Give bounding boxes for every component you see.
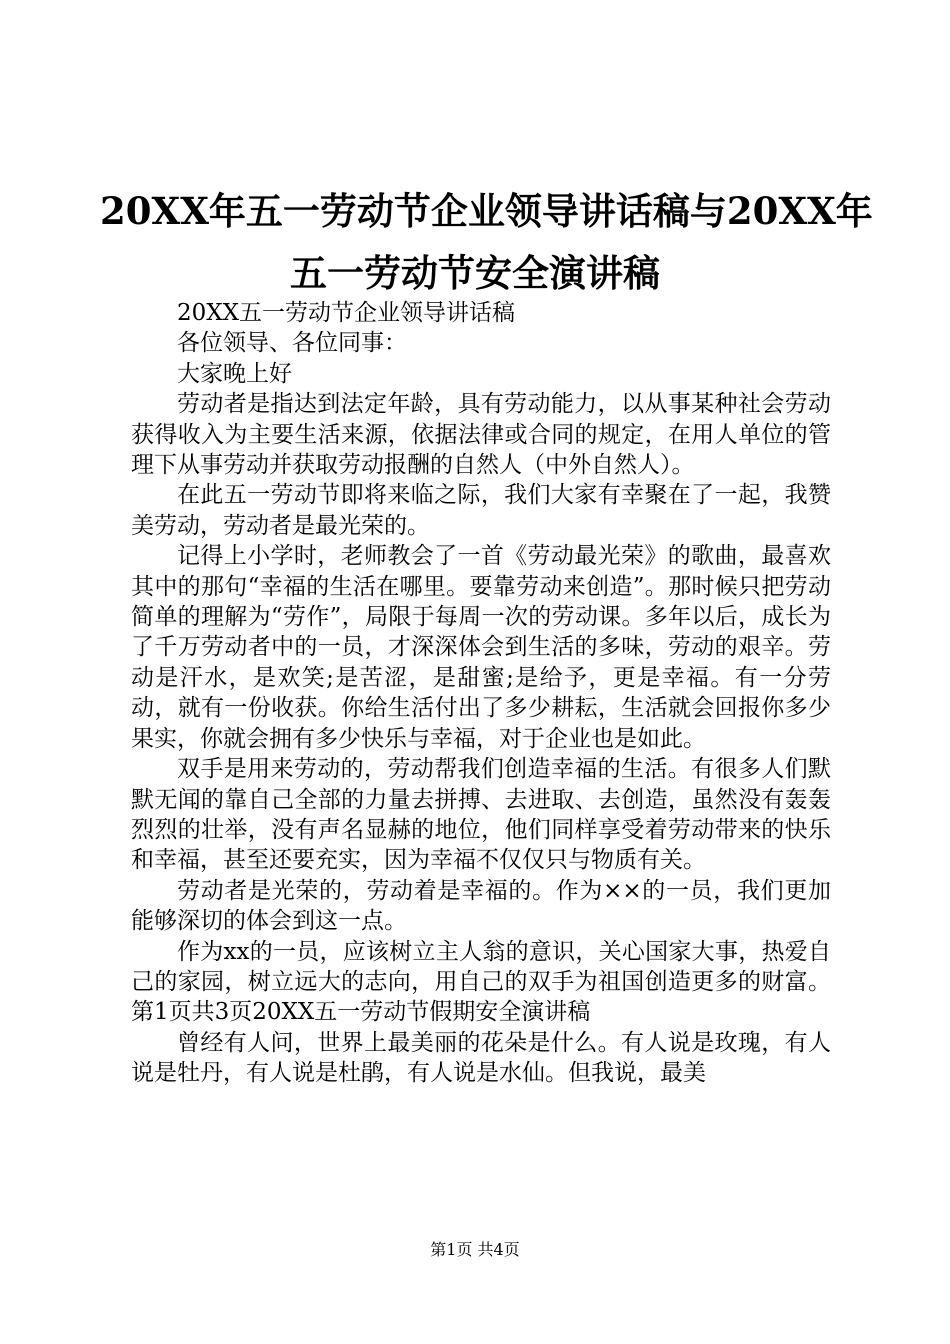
paragraph: 各位领导、各位同事： bbox=[177, 330, 407, 357]
paragraph: 大家晚上好 bbox=[177, 360, 292, 387]
document-title bbox=[100, 180, 873, 304]
page-footer bbox=[0, 1240, 950, 1260]
paragraph: 劳动者是光荣的，劳动着是幸福的。作为××的一员，我们更加能够深切的体会到这一点。 bbox=[131, 877, 831, 935]
paragraph: 双手是用来劳动的，劳动帮我们创造幸福的生活。有很多人们默默无闻的靠自己全部的力量去拼搏、去进取、去创造，虽然没有轰轰烈烈的壮举，没有声名显赫的地位，他们同样享受着劳动带来的快乐和幸福，甚至还要充实，因为幸福不仅仅只与物质有关。 bbox=[131, 756, 831, 874]
page-number-label: 第1页 共4页 bbox=[430, 1240, 520, 1259]
document-body bbox=[131, 298, 831, 1089]
title-line-1: 20XX年五一劳动节企业领导讲话稿与20XX年 bbox=[100, 189, 873, 233]
paragraph: 曾经有人问，世界上最美丽的花朵是什么。有人说是玫瑰，有人说是牡丹，有人说是杜鹃，有人说是水仙。但我说，最美 bbox=[131, 1029, 831, 1087]
paragraph: 20XX五一劳动节企业领导讲话稿 bbox=[177, 300, 516, 326]
paragraph: 记得上小学时，老师教会了一首《劳动最光荣》的歌曲，最喜欢其中的那句“幸福的生活在哪里。要靠劳动来创造”。那时候只把劳动简单的理解为“劳作”，局限于每周一次的劳动课。多年以后，成长为了千万劳动者中的一员，才深深体会到生活的多味，劳动的艰辛。劳动是汗水，是欢笑;是苦涩，是甜蜜;是给予，更是幸福。有一分劳动，就有一份收获。你给生活付出了多少耕耘，生活就会回报你多少果实，你就会拥有多少快乐与幸福，对于企业也是如此。 bbox=[131, 543, 831, 752]
paragraph: 在此五一劳动节即将来临之际，我们大家有幸聚在了一起，我赞美劳动，劳动者是最光荣的。 bbox=[131, 482, 831, 539]
paragraph: 作为xx的一员，应该树立主人翁的意识，关心国家大事，热爱自己的家园，树立远大的志向，用自己的双手为祖国创造更多的财富。第1页共3页20XX五一劳动节假期安全演讲稿 bbox=[131, 938, 831, 1026]
title-line-2: 五一劳动节安全演讲稿 bbox=[290, 251, 660, 295]
paragraph: 劳动者是指达到法定年龄，具有劳动能力，以从事某种社会劳动获得收入为主要生活来源，依据法律或合同的规定，在用人单位的管理下从事劳动并获取劳动报酬的自然人（中外自然人）。 bbox=[131, 391, 831, 479]
